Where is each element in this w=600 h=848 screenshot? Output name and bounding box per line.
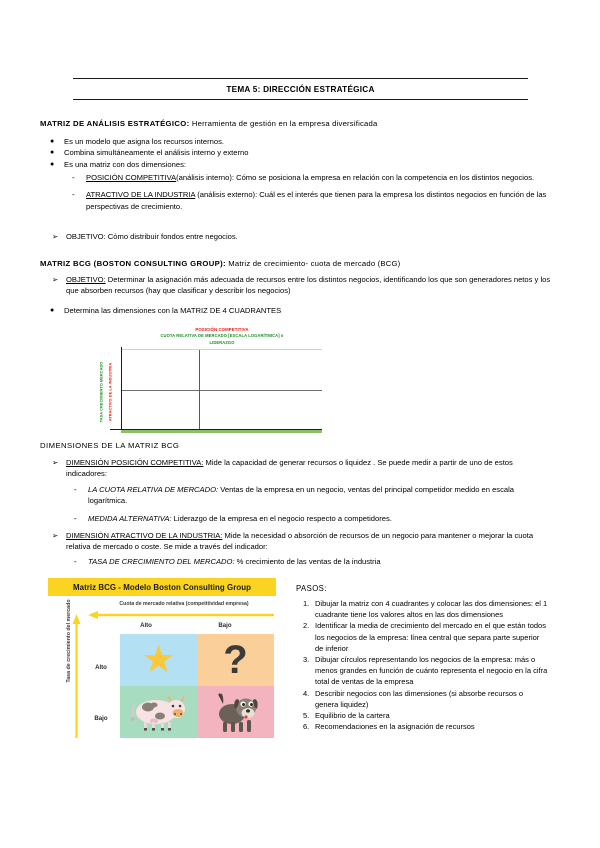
bullet-dot-icon: ● <box>50 307 55 314</box>
objective-text: Cómo distribuir fondos entre negocios. <box>105 232 238 241</box>
matrix-bottom-green-bar <box>121 430 322 433</box>
bullet-dash-icon: - <box>74 485 77 494</box>
section1-heading-rest: Herramienta de gestión en la empresa diversificada <box>189 119 378 128</box>
pasos-item-text: Identificar la media de crecimiento del mercado en el que están todos los negocios de la empresa: línea central que separa parte superior de inferior <box>315 621 546 653</box>
bcg-x-axis-arrow-icon <box>86 611 276 619</box>
subitem-underline-label: POSICIÓN COMPETITIVA <box>86 173 177 182</box>
list-item <box>72 189 552 212</box>
section3-dim2 <box>52 530 552 553</box>
dim1-label: DIMENSIÓN POSICIÓN COMPETITIVA: <box>66 458 204 467</box>
section2-bullet-list <box>50 305 550 316</box>
bcg-quadrant-grid <box>120 634 274 738</box>
pasos-item-text: Dibujar la matriz con 4 cuadrantes y colocar las dos dimensiones: el 1 cuadrante tiene los valores altos en las dos dimensiones <box>315 599 548 620</box>
list-item <box>303 598 548 620</box>
section1-heading <box>40 118 550 129</box>
list-item-text: Combina simultáneamente el análisis interno y externo <box>64 148 249 158</box>
bullet-dash-icon: - <box>74 557 77 566</box>
list-item-text: Es un modelo que asigna los recursos internos. <box>64 137 224 146</box>
dim2-label: DIMENSIÓN ATRACTIVO DE LA INDUSTRIA: <box>66 531 223 540</box>
section2-heading-bold: MATRIZ BCG (BOSTON CONSULTING GROUP): <box>40 259 226 268</box>
section1-objective <box>52 231 552 242</box>
arrow-bullet-icon: ➢ <box>52 232 59 241</box>
bullet-dash-icon: - <box>72 190 75 200</box>
bcg-matrix-figure <box>44 578 289 753</box>
matrix-grid <box>122 349 322 429</box>
bcg-col-header-alto: Alto <box>140 622 152 629</box>
pasos-item-text: Describir negocios con las dimensiones (si absorbe recursos o genera liquidez) <box>315 688 524 709</box>
list-item <box>52 231 552 242</box>
bullet-dot-icon: ● <box>50 149 55 157</box>
subitem-rest: (análisis interno): Cómo se posiciona la empresa en relación con la competencia en los distintos negocios. <box>176 173 535 182</box>
section1-bullet-list <box>50 136 550 170</box>
star-icon: ★ <box>141 639 176 681</box>
subitem-rest: (análisis externo): Cuál es el interés que tienen para la empresa los distintos negocios en función de las perspectivas de crecimiento. <box>86 190 547 211</box>
bcg-y-axis-label: Tasa de crecimiento del mercado <box>66 599 72 683</box>
list-item-text <box>66 274 552 297</box>
list-item-text: Es una matriz con dos dimensiones: <box>64 159 186 169</box>
list-item-text <box>86 172 552 183</box>
list-item-text <box>66 457 552 480</box>
matrix-vertical-divider <box>199 350 200 430</box>
bcg-quadrant-interrogante <box>197 634 274 686</box>
matrix-top-labels <box>122 327 322 346</box>
bcg-quadrant-estrella <box>120 634 197 686</box>
list-item <box>52 274 552 297</box>
section3-heading: DIMENSIONES DE LA MATRIZ BCG <box>40 441 180 450</box>
dim1-sub-rest: Liderazgo de la empresa en el negocio respecto a competidores. <box>171 513 392 523</box>
matrix-top-label-green-2: LIDERAZGO <box>209 339 235 345</box>
objective-text: Determinar la asignación más adecuada de recursos entre los distintos negocios, identificando los que son generadores netos y los que absorben recursos (hay que clasificar y describir los negocios) <box>66 275 551 296</box>
dim2-sub-italic: TASA DE CRECIMIENTO DEL MERCADO: <box>88 557 235 566</box>
matrix-left-label-red-wrap <box>105 359 115 425</box>
subitem-underline-label: ATRACTIVO DE LA INDUSTRIA <box>86 190 196 200</box>
objective-label: OBJETIVO: <box>66 275 106 284</box>
dim2-text: Mide la necesidad o absorción de recursos de un negocio para mantener o mejorar la cuota relativa de mercado o coste. Se mide a través del indicador: <box>66 531 534 552</box>
bullet-dot-icon: ● <box>50 160 55 168</box>
header-rule-bottom <box>73 99 528 100</box>
list-item <box>50 136 550 147</box>
pasos-item-number: 5. <box>303 711 310 721</box>
bcg-row-header-alto: Alto <box>95 664 107 671</box>
section1-subitem-list <box>72 172 552 212</box>
matrix-left-label-green: TASA CRECIMIENTO MERCADO <box>98 361 104 423</box>
arrow-bullet-icon: ➢ <box>52 275 59 284</box>
bullet-dot-icon: ● <box>50 138 55 145</box>
pasos-item-number: 1. <box>303 599 310 608</box>
document-header <box>73 78 528 100</box>
arrow-bullet-icon: ➢ <box>52 458 59 467</box>
section2-heading <box>40 258 550 269</box>
list-item <box>74 556 552 567</box>
list-item <box>52 530 552 553</box>
matrix-horizontal-divider <box>122 390 322 391</box>
matrix-left-label-red: ATRACTIVO DE LA INDUSTRIA <box>107 362 113 422</box>
matrix-y-axis-line <box>121 347 122 431</box>
list-item-text <box>88 556 552 567</box>
bcg-quadrant-perro <box>197 686 274 738</box>
objective-label: OBJETIVO: <box>66 232 106 241</box>
section3-dim2-subitems <box>74 556 552 567</box>
cow-icon <box>128 692 190 732</box>
section2-objective <box>52 274 552 297</box>
page-title: TEMA 5: DIRECCIÓN ESTRATÉGICA <box>226 85 375 94</box>
pasos-item-number: 4. <box>303 688 310 698</box>
matrix-4-quadrants-schematic <box>100 327 322 435</box>
list-item-text <box>88 513 552 524</box>
dim1-sub-rest: Ventas de la empresa en un negocio, ventas del principal competidor medido en escala logarítmica. <box>88 485 515 506</box>
list-item <box>303 721 548 732</box>
matrix-left-label-green-wrap <box>96 359 106 425</box>
list-item <box>74 513 552 524</box>
list-item <box>303 710 548 721</box>
list-item <box>50 147 550 158</box>
pasos-item-number: 3. <box>303 655 310 665</box>
dim2-sub-rest: % crecimiento de las ventas de la industria <box>234 557 381 566</box>
bullet-dash-icon: - <box>74 513 77 523</box>
bcg-col-header-bajo: Bajo <box>218 622 232 629</box>
pasos-item-number: 6. <box>303 722 310 732</box>
matrix-top-label-green-1: CUOTA RELATIVA DE MERCADO [ESCALA LOGARÍTMICA] o <box>160 333 284 339</box>
pasos-item-text: Equilibrio de la cartera <box>315 711 390 721</box>
pasos-item-text: Recomendaciones en la asignación de recursos <box>315 722 475 732</box>
matrix-top-label-red: POSICIÓN COMPETITIVA <box>195 327 249 332</box>
pasos-list <box>303 598 548 732</box>
list-item <box>303 620 548 654</box>
bcg-figure-title: Matriz BCG - Modelo Boston Consulting Group <box>48 578 276 596</box>
bcg-quadrant-vaca <box>120 686 197 738</box>
list-item-text <box>66 530 552 553</box>
list-item <box>74 484 552 507</box>
section3-dim1 <box>52 457 552 480</box>
list-item-text <box>66 231 552 242</box>
list-item <box>52 457 552 480</box>
list-item <box>50 305 550 316</box>
list-item-text <box>88 484 552 507</box>
list-item <box>303 654 548 688</box>
dog-icon <box>210 690 262 734</box>
list-item <box>303 688 548 710</box>
section3-dim1-subitems <box>74 484 552 524</box>
section1-heading-bold: MATRIZ DE ANÁLISIS ESTRATÉGICO: <box>40 119 190 128</box>
pasos-item-number: 2. <box>303 621 310 631</box>
list-item-text: Determina las dimensiones con la MATRIZ DE 4 CUADRANTES <box>64 306 282 315</box>
pasos-title: PASOS: <box>296 584 327 593</box>
arrow-bullet-icon: ➢ <box>52 531 59 540</box>
bullet-dash-icon: - <box>72 173 75 182</box>
dim1-sub-italic: MEDIDA ALTERNATIVA: <box>88 513 172 523</box>
list-item <box>72 172 552 183</box>
dim1-sub-italic: LA CUOTA RELATIVA DE MERCADO: <box>88 485 219 494</box>
question-mark-icon: ? <box>223 638 248 682</box>
bcg-row-header-bajo: Bajo <box>94 715 108 722</box>
list-item <box>50 159 550 170</box>
section2-heading-rest: Matriz de crecimiento- cuota de mercado (BCG) <box>225 259 401 268</box>
bcg-x-axis-label: Cuota de mercado relativa (competitividad empresa) <box>119 601 249 607</box>
dim1-text: Mide la capacidad de generar recursos o liquidez . Se puede medir a partir de uno de estos indicadores: <box>66 458 513 479</box>
list-item-text <box>86 189 552 212</box>
bcg-y-axis-arrow-icon <box>72 612 81 740</box>
pasos-item-text: Dibujar círculos representando los negocios de la empresa: más o menos grandes en función de cuánto representa el negocio en la cifra total de ventas de la empresa <box>315 655 548 687</box>
